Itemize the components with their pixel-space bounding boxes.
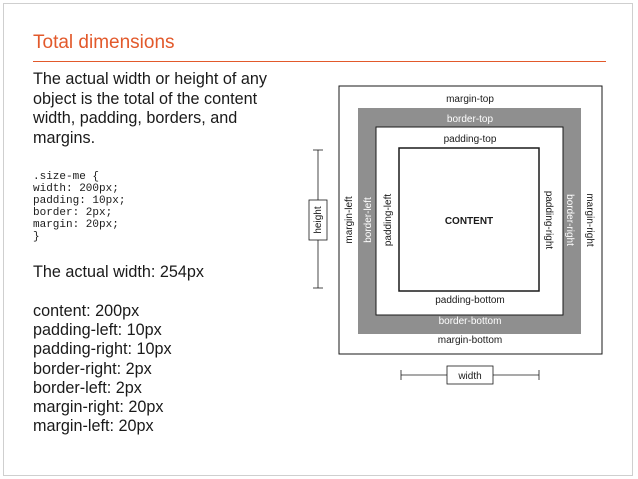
code-line: width: 200px; (33, 183, 119, 195)
width-label: width (458, 371, 482, 382)
height-dimension (309, 150, 327, 288)
content-label: CONTENT (444, 216, 494, 227)
code-line: } (33, 231, 40, 243)
padding-bottom-label: padding-bottom (435, 295, 505, 306)
margin-right-label: margin-right (584, 193, 595, 247)
border-bottom-label: border-bottom (438, 316, 502, 327)
border-left-label: border-left (363, 197, 374, 243)
width-dimension (401, 366, 539, 384)
padding-top-label: padding-top (443, 134, 497, 145)
dimension-item: content: 200px (33, 302, 140, 320)
code-line: padding: 10px; (33, 195, 126, 207)
margin-bottom-label: margin-bottom (437, 335, 503, 346)
actual-width-text: The actual width: 254px (33, 263, 204, 281)
padding-right-label: padding-right (543, 190, 554, 250)
dimension-item: border-left: 2px (33, 378, 142, 397)
border-right-label: border-right (564, 194, 575, 246)
intro-text: The actual width or height of any object is the total of the content width, padding, borders, and margins. (33, 70, 267, 147)
border-top-label: border-top (446, 114, 494, 125)
code-line: border: 2px; (33, 207, 113, 219)
dimension-item: margin-right: 20px (33, 398, 164, 417)
slide-title: Total dimensions (33, 32, 175, 53)
dimension-item: padding-right: 10px (33, 340, 172, 359)
code-line: .size-me { (33, 171, 100, 183)
dimension-item: margin-left: 20px (33, 417, 154, 436)
dimension-item: padding-left: 10px (33, 321, 162, 340)
margin-top-label: margin-top (446, 94, 494, 105)
margin-left-label: margin-left (344, 196, 355, 244)
padding-left-label: padding-left (383, 193, 394, 247)
dimension-item: border-right: 2px (33, 359, 152, 378)
code-line: margin: 20px; (33, 219, 119, 231)
height-label: height (313, 206, 324, 234)
